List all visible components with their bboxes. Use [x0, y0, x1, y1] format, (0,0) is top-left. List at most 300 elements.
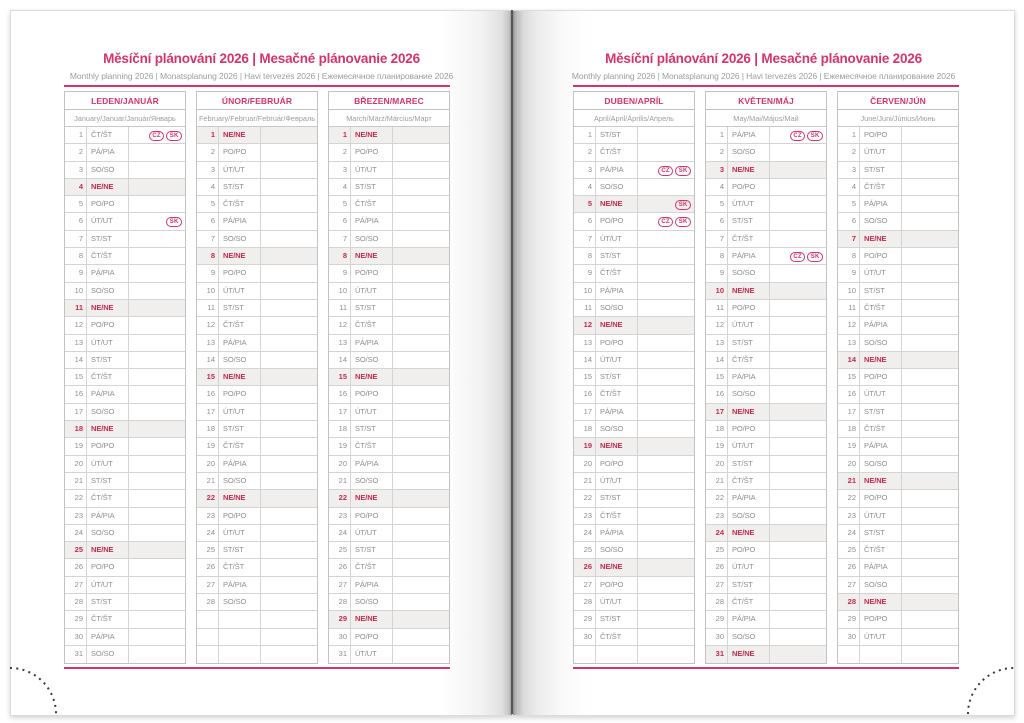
- day-abbrev-cell: PO/PO: [351, 265, 393, 281]
- notes-cell: [129, 594, 185, 610]
- day-number-cell: 19: [65, 438, 87, 454]
- day-abbrev-cell: ÚT/UT: [351, 162, 393, 178]
- notes-cell: [902, 525, 958, 541]
- notes-cell: [129, 508, 185, 524]
- day-abbrev-cell: SO/SO: [728, 265, 770, 281]
- day-number-cell: 27: [706, 577, 728, 593]
- notes-cell: [393, 144, 449, 160]
- day-row: [197, 594, 317, 611]
- notes-cell: [638, 473, 694, 489]
- day-row: [574, 179, 694, 196]
- day-number-cell: 10: [329, 283, 351, 299]
- day-row: [197, 248, 317, 265]
- day-row: [706, 162, 826, 179]
- day-abbrev-cell: SO/SO: [219, 473, 261, 489]
- day-row: [197, 231, 317, 248]
- holiday-badge-sk: SK: [807, 131, 823, 141]
- holiday-badge-cz: CZ: [149, 131, 164, 141]
- day-abbrev-cell: ST/ST: [596, 369, 638, 385]
- day-row: [838, 508, 958, 525]
- day-abbrev-cell: PO/PO: [351, 629, 393, 645]
- day-row: [65, 490, 185, 507]
- day-number-cell: 29: [329, 611, 351, 627]
- notes-cell: [638, 213, 694, 229]
- day-abbrev-cell: [219, 629, 261, 645]
- day-number-cell: 17: [197, 404, 219, 420]
- day-row: [574, 525, 694, 542]
- day-number-cell: 30: [574, 629, 596, 645]
- notes-cell: [902, 231, 958, 247]
- day-number-cell: 23: [706, 508, 728, 524]
- day-abbrev-cell: PÁ/PIA: [87, 629, 129, 645]
- day-abbrev-cell: ÚT/UT: [87, 456, 129, 472]
- day-abbrev-cell: SO/SO: [728, 386, 770, 402]
- day-row: [706, 490, 826, 507]
- month-name: DUBEN/APRÍL: [574, 92, 694, 110]
- notes-cell: [902, 559, 958, 575]
- day-row: [574, 144, 694, 161]
- notes-cell: [129, 335, 185, 351]
- notes-cell: [393, 196, 449, 212]
- day-abbrev-cell: SO/SO: [860, 577, 902, 593]
- day-abbrev-cell: NE/NE: [860, 352, 902, 368]
- day-abbrev-cell: ČT/ŠT: [596, 508, 638, 524]
- day-row: [838, 317, 958, 334]
- month-languages: February/Februar/Február/Февраль: [197, 110, 317, 127]
- notes-cell: [393, 335, 449, 351]
- day-row: [574, 369, 694, 386]
- day-abbrev-cell: PO/PO: [219, 265, 261, 281]
- day-row: [197, 646, 317, 663]
- day-abbrev-cell: ČT/ŠT: [728, 473, 770, 489]
- day-abbrev-cell: ČT/ŠT: [219, 438, 261, 454]
- holiday-badges: [166, 217, 182, 227]
- day-abbrev-cell: ČT/ŠT: [87, 611, 129, 627]
- day-row: [838, 646, 958, 663]
- notes-cell: [638, 456, 694, 472]
- day-number-cell: 22: [197, 490, 219, 506]
- day-abbrev-cell: PÁ/PIA: [351, 213, 393, 229]
- day-number-cell: 14: [838, 352, 860, 368]
- notes-cell: [261, 629, 317, 645]
- notes-cell: [902, 542, 958, 558]
- day-abbrev-cell: ČT/ŠT: [860, 300, 902, 316]
- day-number-cell: 18: [574, 421, 596, 437]
- day-abbrev-cell: ST/ST: [351, 542, 393, 558]
- day-row: [65, 317, 185, 334]
- day-abbrev-cell: ÚT/UT: [351, 283, 393, 299]
- day-number-cell: 29: [838, 611, 860, 627]
- day-abbrev-cell: NE/NE: [351, 248, 393, 264]
- day-abbrev-cell: ČT/ŠT: [219, 559, 261, 575]
- day-row: [197, 265, 317, 282]
- day-abbrev-cell: NE/NE: [351, 611, 393, 627]
- notes-cell: [129, 438, 185, 454]
- notes-cell: [393, 127, 449, 143]
- day-row: [574, 248, 694, 265]
- day-row: [329, 490, 449, 507]
- holiday-badges: [658, 166, 691, 176]
- day-abbrev-cell: PÁ/PIA: [728, 611, 770, 627]
- day-row: [706, 144, 826, 161]
- day-abbrev-cell: ČT/ŠT: [860, 179, 902, 195]
- day-number-cell: 21: [838, 473, 860, 489]
- day-number-cell: 17: [706, 404, 728, 420]
- notes-cell: [902, 404, 958, 420]
- notes-cell: [638, 594, 694, 610]
- notes-cell: [261, 283, 317, 299]
- day-abbrev-cell: SO/SO: [351, 231, 393, 247]
- day-row: [329, 386, 449, 403]
- day-abbrev-cell: PO/PO: [728, 179, 770, 195]
- day-number-cell: 12: [197, 317, 219, 333]
- notes-cell: [393, 542, 449, 558]
- day-abbrev-cell: ST/ST: [728, 456, 770, 472]
- day-row: [329, 473, 449, 490]
- notes-cell: [902, 646, 958, 663]
- day-abbrev-cell: NE/NE: [87, 300, 129, 316]
- day-number-cell: 9: [574, 265, 596, 281]
- notes-cell: [902, 611, 958, 627]
- day-number-cell: 27: [329, 577, 351, 593]
- day-number-cell: 20: [329, 456, 351, 472]
- day-abbrev-cell: PÁ/PIA: [860, 438, 902, 454]
- day-abbrev-cell: NE/NE: [596, 438, 638, 454]
- day-number-cell: 16: [706, 386, 728, 402]
- notes-cell: [129, 196, 185, 212]
- day-number-cell: 10: [574, 283, 596, 299]
- day-abbrev-cell: PÁ/PIA: [596, 283, 638, 299]
- day-row: [706, 421, 826, 438]
- day-abbrev-cell: NE/NE: [351, 369, 393, 385]
- day-row: [838, 577, 958, 594]
- day-abbrev-cell: ÚT/UT: [87, 335, 129, 351]
- day-number-cell: 2: [65, 144, 87, 160]
- day-number-cell: 18: [706, 421, 728, 437]
- day-row: [706, 300, 826, 317]
- day-abbrev-cell: ČT/ŠT: [596, 386, 638, 402]
- day-number-cell: 19: [838, 438, 860, 454]
- day-abbrev-cell: ST/ST: [219, 300, 261, 316]
- day-number-cell: 25: [574, 542, 596, 558]
- day-row: [65, 335, 185, 352]
- day-number-cell: [574, 646, 596, 663]
- day-row: [329, 265, 449, 282]
- notes-cell: [261, 335, 317, 351]
- month-column: [705, 91, 827, 664]
- day-abbrev-cell: NE/NE: [728, 525, 770, 541]
- day-number-cell: 16: [65, 386, 87, 402]
- day-number-cell: 11: [65, 300, 87, 316]
- day-row: [329, 162, 449, 179]
- day-number-cell: 14: [329, 352, 351, 368]
- day-number-cell: 14: [706, 352, 728, 368]
- notes-cell: [638, 231, 694, 247]
- notes-cell: [638, 490, 694, 506]
- day-abbrev-cell: ÚT/UT: [860, 629, 902, 645]
- notes-cell: [129, 525, 185, 541]
- day-abbrev-cell: ČT/ŠT: [351, 196, 393, 212]
- day-number-cell: 7: [329, 231, 351, 247]
- day-abbrev-cell: ÚT/UT: [596, 352, 638, 368]
- day-abbrev-cell: SO/SO: [87, 283, 129, 299]
- day-row: [838, 283, 958, 300]
- day-abbrev-cell: ÚT/UT: [87, 577, 129, 593]
- day-row: [838, 490, 958, 507]
- day-number-cell: 23: [197, 508, 219, 524]
- day-abbrev-cell: ČT/ŠT: [87, 248, 129, 264]
- day-abbrev-cell: PO/PO: [219, 508, 261, 524]
- day-number-cell: 8: [838, 248, 860, 264]
- day-number-cell: 4: [65, 179, 87, 195]
- day-abbrev-cell: NE/NE: [860, 231, 902, 247]
- day-number-cell: [838, 646, 860, 663]
- notes-cell: [770, 456, 826, 472]
- day-row: [329, 127, 449, 144]
- notes-cell: [261, 317, 317, 333]
- day-abbrev-cell: PÁ/PIA: [219, 577, 261, 593]
- day-number-cell: 4: [838, 179, 860, 195]
- day-number-cell: 30: [65, 629, 87, 645]
- day-row: [838, 559, 958, 576]
- holiday-badge-cz: CZ: [658, 217, 673, 227]
- notes-cell: [393, 352, 449, 368]
- day-row: [329, 404, 449, 421]
- holiday-badges: [658, 217, 691, 227]
- day-number-cell: 10: [197, 283, 219, 299]
- day-row: [329, 629, 449, 646]
- day-number-cell: 18: [838, 421, 860, 437]
- day-row: [838, 265, 958, 282]
- notes-cell: [261, 525, 317, 541]
- day-row: [838, 629, 958, 646]
- holiday-badges: [149, 131, 182, 141]
- day-row: [574, 594, 694, 611]
- day-row: [65, 438, 185, 455]
- notes-cell: [393, 283, 449, 299]
- day-abbrev-cell: ST/ST: [860, 525, 902, 541]
- notes-cell: [770, 300, 826, 316]
- day-abbrev-cell: ST/ST: [87, 231, 129, 247]
- day-number-cell: 8: [706, 248, 728, 264]
- notes-cell: [638, 127, 694, 143]
- day-number-cell: 8: [197, 248, 219, 264]
- day-abbrev-cell: ČT/ŠT: [351, 559, 393, 575]
- notes-cell: [902, 162, 958, 178]
- notes-cell: [902, 421, 958, 437]
- day-row: [197, 456, 317, 473]
- notes-cell: [902, 386, 958, 402]
- day-row: [329, 283, 449, 300]
- day-row: [706, 283, 826, 300]
- day-abbrev-cell: PO/PO: [351, 386, 393, 402]
- day-number-cell: 22: [574, 490, 596, 506]
- notes-cell: [129, 265, 185, 281]
- day-number-cell: 11: [838, 300, 860, 316]
- day-abbrev-cell: PO/PO: [860, 611, 902, 627]
- day-abbrev-cell: ÚT/UT: [596, 594, 638, 610]
- day-row: [838, 179, 958, 196]
- day-number-cell: 26: [574, 559, 596, 575]
- notes-cell: [129, 283, 185, 299]
- day-number-cell: 2: [329, 144, 351, 160]
- day-row: [838, 456, 958, 473]
- day-row: [65, 577, 185, 594]
- day-number-cell: 1: [706, 127, 728, 143]
- day-number-cell: 19: [329, 438, 351, 454]
- day-row: [197, 611, 317, 628]
- day-abbrev-cell: ČT/ŠT: [728, 352, 770, 368]
- day-number-cell: 15: [329, 369, 351, 385]
- day-number-cell: 4: [574, 179, 596, 195]
- day-number-cell: 17: [65, 404, 87, 420]
- day-number-cell: 13: [706, 335, 728, 351]
- day-number-cell: 1: [574, 127, 596, 143]
- notes-cell: [261, 127, 317, 143]
- day-number-cell: 28: [574, 594, 596, 610]
- day-abbrev-cell: ST/ST: [728, 335, 770, 351]
- holiday-badge-sk: SK: [166, 131, 182, 141]
- day-row: [574, 508, 694, 525]
- day-abbrev-cell: NE/NE: [219, 248, 261, 264]
- day-number-cell: 9: [329, 265, 351, 281]
- day-number-cell: 6: [329, 213, 351, 229]
- notes-cell: [902, 456, 958, 472]
- day-number-cell: 26: [706, 559, 728, 575]
- day-abbrev-cell: ST/ST: [219, 421, 261, 437]
- day-abbrev-cell: PÁ/PIA: [219, 456, 261, 472]
- day-abbrev-cell: ČT/ŠT: [860, 542, 902, 558]
- day-row: [65, 144, 185, 161]
- day-abbrev-cell: ČT/ŠT: [596, 144, 638, 160]
- day-abbrev-cell: PO/PO: [596, 577, 638, 593]
- day-number-cell: 13: [838, 335, 860, 351]
- notes-cell: [393, 577, 449, 593]
- notes-cell: [638, 248, 694, 264]
- day-abbrev-cell: PÁ/PIA: [87, 508, 129, 524]
- day-row: [197, 335, 317, 352]
- day-number-cell: 3: [197, 162, 219, 178]
- day-row: [329, 646, 449, 663]
- day-abbrev-cell: ČT/ŠT: [87, 369, 129, 385]
- day-row: [706, 508, 826, 525]
- day-number-cell: 8: [329, 248, 351, 264]
- day-abbrev-cell: SO/SO: [860, 335, 902, 351]
- day-number-cell: 24: [706, 525, 728, 541]
- notes-cell: [770, 283, 826, 299]
- day-number-cell: 13: [197, 335, 219, 351]
- notes-cell: [129, 352, 185, 368]
- notes-cell: [902, 577, 958, 593]
- day-row: [574, 629, 694, 646]
- day-number-cell: 1: [838, 127, 860, 143]
- day-row: [329, 179, 449, 196]
- day-number-cell: 20: [65, 456, 87, 472]
- notes-cell: [393, 456, 449, 472]
- day-number-cell: 24: [838, 525, 860, 541]
- month-column: [328, 91, 450, 664]
- day-number-cell: 28: [197, 594, 219, 610]
- day-row: [838, 421, 958, 438]
- day-row: [574, 404, 694, 421]
- day-number-cell: 31: [65, 646, 87, 663]
- day-row: [329, 369, 449, 386]
- day-abbrev-cell: PÁ/PIA: [219, 335, 261, 351]
- day-number-cell: 22: [65, 490, 87, 506]
- page-subtitle: Monthly planning 2026 | Monatsplanung 2026 | Havi tervezés 2026 | Ежемесячное планирование 2026: [571, 71, 956, 81]
- day-abbrev-cell: SO/SO: [351, 473, 393, 489]
- day-number-cell: 30: [838, 629, 860, 645]
- day-abbrev-cell: NE/NE: [87, 542, 129, 558]
- notes-cell: [261, 542, 317, 558]
- day-row: [838, 335, 958, 352]
- day-row: [329, 594, 449, 611]
- day-row: [574, 456, 694, 473]
- notes-cell: [261, 352, 317, 368]
- notes-cell: [902, 248, 958, 264]
- day-row: [574, 490, 694, 507]
- day-number-cell: 28: [65, 594, 87, 610]
- day-row: [838, 300, 958, 317]
- day-row: [329, 335, 449, 352]
- day-row: [65, 300, 185, 317]
- day-row: [197, 490, 317, 507]
- notes-cell: [902, 196, 958, 212]
- day-abbrev-cell: PO/PO: [860, 369, 902, 385]
- notes-cell: [393, 629, 449, 645]
- day-row: [329, 438, 449, 455]
- day-row: [706, 127, 826, 144]
- day-number-cell: 7: [706, 231, 728, 247]
- day-abbrev-cell: ÚT/UT: [219, 283, 261, 299]
- notes-cell: [393, 369, 449, 385]
- day-row: [65, 283, 185, 300]
- day-row: [574, 559, 694, 576]
- months-right: [573, 91, 959, 665]
- day-number-cell: 6: [706, 213, 728, 229]
- day-number-cell: 28: [329, 594, 351, 610]
- notes-cell: [770, 231, 826, 247]
- day-abbrev-cell: SO/SO: [860, 213, 902, 229]
- notes-cell: [902, 283, 958, 299]
- notes-cell: [129, 144, 185, 160]
- day-row: [197, 196, 317, 213]
- day-number-cell: 2: [197, 144, 219, 160]
- notes-cell: [770, 144, 826, 160]
- notes-cell: [902, 144, 958, 160]
- holiday-badges: [675, 200, 691, 210]
- day-row: [329, 611, 449, 628]
- notes-cell: [638, 508, 694, 524]
- day-abbrev-cell: PO/PO: [860, 248, 902, 264]
- month-column: [573, 91, 695, 664]
- day-abbrev-cell: ÚT/UT: [351, 525, 393, 541]
- day-row: [197, 127, 317, 144]
- day-abbrev-cell: PÁ/PIA: [351, 335, 393, 351]
- day-row: [197, 508, 317, 525]
- day-row: [706, 525, 826, 542]
- day-number-cell: 11: [197, 300, 219, 316]
- day-row: [329, 352, 449, 369]
- day-abbrev-cell: SO/SO: [860, 456, 902, 472]
- notes-cell: [902, 594, 958, 610]
- notes-cell: [393, 404, 449, 420]
- day-row: [329, 231, 449, 248]
- month-name: ČERVEN/JÚN: [838, 92, 958, 110]
- day-number-cell: 1: [197, 127, 219, 143]
- day-abbrev-cell: PO/PO: [219, 144, 261, 160]
- day-abbrev-cell: ST/ST: [728, 213, 770, 229]
